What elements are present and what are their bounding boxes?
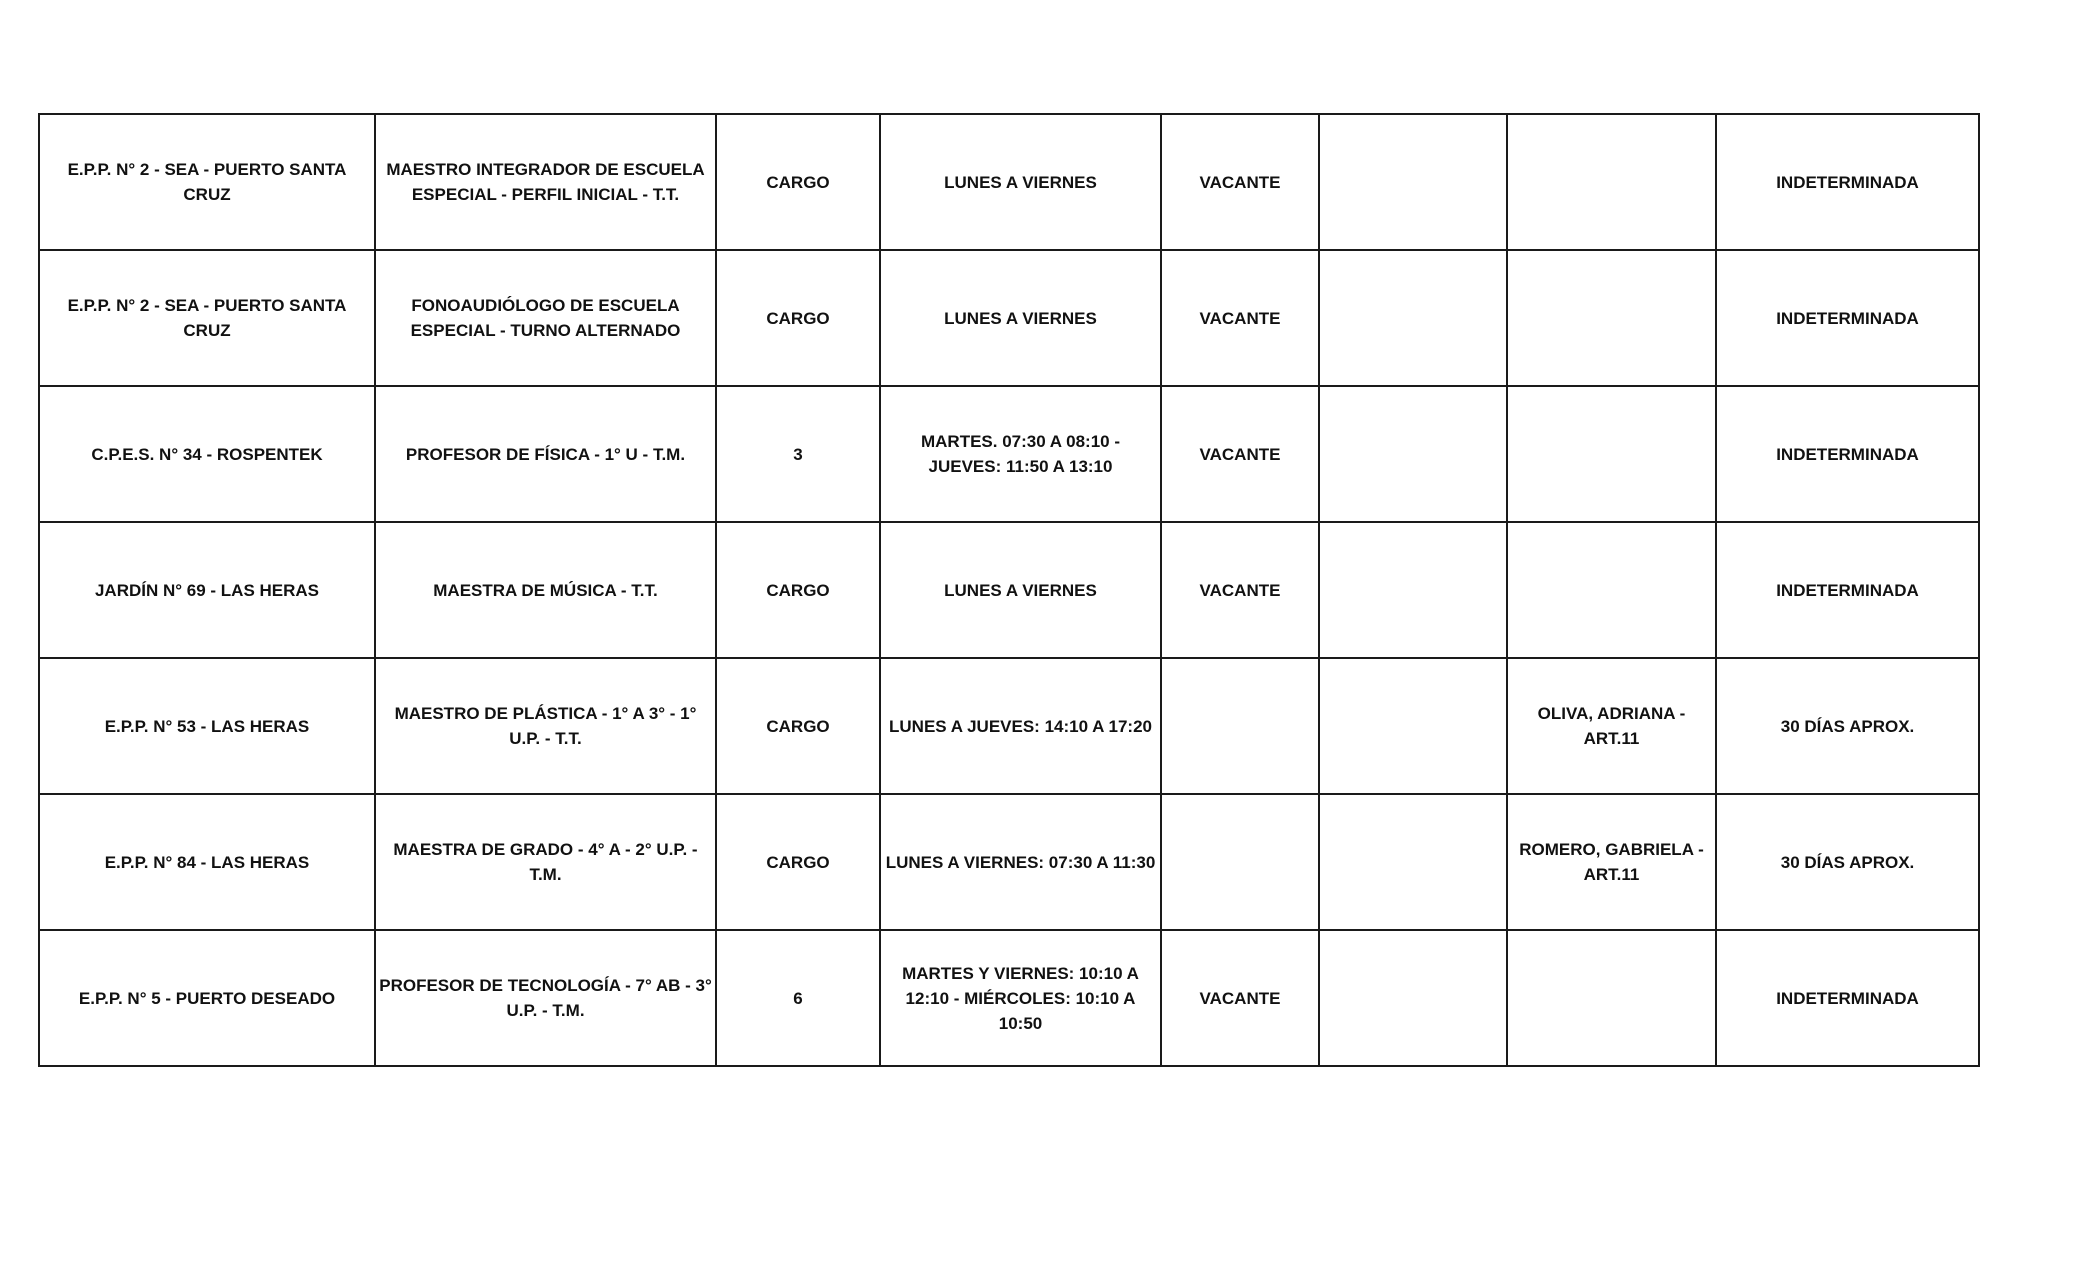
- replaced-cell: [1507, 250, 1716, 386]
- extra-cell: [1319, 522, 1507, 658]
- school-cell: E.P.P. N° 84 - LAS HERAS: [39, 794, 375, 930]
- replaced-cell: [1507, 386, 1716, 522]
- table-row: [39, 386, 1979, 522]
- hours-cell: CARGO: [716, 250, 880, 386]
- extra-cell: [1319, 658, 1507, 794]
- position-cell: MAESTRO INTEGRADOR DE ESCUELA ESPECIAL - PERFIL INICIAL - T.T.: [375, 114, 716, 250]
- duration-cell: INDETERMINADA: [1716, 386, 1979, 522]
- status-cell: VACANTE: [1161, 250, 1319, 386]
- school-cell: JARDÍN N° 69 - LAS HERAS: [39, 522, 375, 658]
- status-cell: VACANTE: [1161, 114, 1319, 250]
- table-row: [39, 930, 1979, 1066]
- duration-cell: 30 DÍAS APROX.: [1716, 794, 1979, 930]
- schedule-cell: LUNES A VIERNES: [880, 522, 1161, 658]
- status-cell: VACANTE: [1161, 386, 1319, 522]
- schedule-cell: MARTES. 07:30 A 08:10 - JUEVES: 11:50 A 13:10: [880, 386, 1161, 522]
- replaced-cell: ROMERO, GABRIELA - ART.11: [1507, 794, 1716, 930]
- hours-cell: 3: [716, 386, 880, 522]
- table-row: [39, 522, 1979, 658]
- position-cell: MAESTRO DE PLÁSTICA - 1° A 3° - 1° U.P. - T.T.: [375, 658, 716, 794]
- position-cell: MAESTRA DE MÚSICA - T.T.: [375, 522, 716, 658]
- replaced-cell: [1507, 930, 1716, 1066]
- extra-cell: [1319, 930, 1507, 1066]
- table-row: [39, 114, 1979, 250]
- position-cell: FONOAUDIÓLOGO DE ESCUELA ESPECIAL - TURNO ALTERNADO: [375, 250, 716, 386]
- school-cell: E.P.P. N° 2 - SEA - PUERTO SANTA CRUZ: [39, 250, 375, 386]
- position-cell: PROFESOR DE FÍSICA - 1° U - T.M.: [375, 386, 716, 522]
- hours-cell: CARGO: [716, 522, 880, 658]
- table-row: [39, 658, 1979, 794]
- schedule-cell: LUNES A JUEVES: 14:10 A 17:20: [880, 658, 1161, 794]
- status-cell: [1161, 794, 1319, 930]
- table-row: [39, 794, 1979, 930]
- school-cell: E.P.P. N° 2 - SEA - PUERTO SANTA CRUZ: [39, 114, 375, 250]
- vacancies-table: [38, 113, 1980, 1067]
- school-cell: E.P.P. N° 5 - PUERTO DESEADO: [39, 930, 375, 1066]
- schedule-cell: MARTES Y VIERNES: 10:10 A 12:10 - MIÉRCOLES: 10:10 A 10:50: [880, 930, 1161, 1066]
- replaced-cell: [1507, 522, 1716, 658]
- extra-cell: [1319, 114, 1507, 250]
- schedule-cell: LUNES A VIERNES: [880, 114, 1161, 250]
- duration-cell: INDETERMINADA: [1716, 114, 1979, 250]
- schedule-cell: LUNES A VIERNES: [880, 250, 1161, 386]
- replaced-cell: OLIVA, ADRIANA - ART.11: [1507, 658, 1716, 794]
- status-cell: VACANTE: [1161, 930, 1319, 1066]
- hours-cell: 6: [716, 930, 880, 1066]
- duration-cell: 30 DÍAS APROX.: [1716, 658, 1979, 794]
- duration-cell: INDETERMINADA: [1716, 930, 1979, 1066]
- position-cell: MAESTRA DE GRADO - 4° A - 2° U.P. - T.M.: [375, 794, 716, 930]
- hours-cell: CARGO: [716, 658, 880, 794]
- hours-cell: CARGO: [716, 114, 880, 250]
- hours-cell: CARGO: [716, 794, 880, 930]
- duration-cell: INDETERMINADA: [1716, 250, 1979, 386]
- table-row: [39, 250, 1979, 386]
- school-cell: E.P.P. N° 53 - LAS HERAS: [39, 658, 375, 794]
- extra-cell: [1319, 386, 1507, 522]
- duration-cell: INDETERMINADA: [1716, 522, 1979, 658]
- status-cell: [1161, 658, 1319, 794]
- status-cell: VACANTE: [1161, 522, 1319, 658]
- extra-cell: [1319, 794, 1507, 930]
- replaced-cell: [1507, 114, 1716, 250]
- position-cell: PROFESOR DE TECNOLOGÍA - 7° AB - 3° U.P. - T.M.: [375, 930, 716, 1066]
- school-cell: C.P.E.S. N° 34 - ROSPENTEK: [39, 386, 375, 522]
- extra-cell: [1319, 250, 1507, 386]
- schedule-cell: LUNES A VIERNES: 07:30 A 11:30: [880, 794, 1161, 930]
